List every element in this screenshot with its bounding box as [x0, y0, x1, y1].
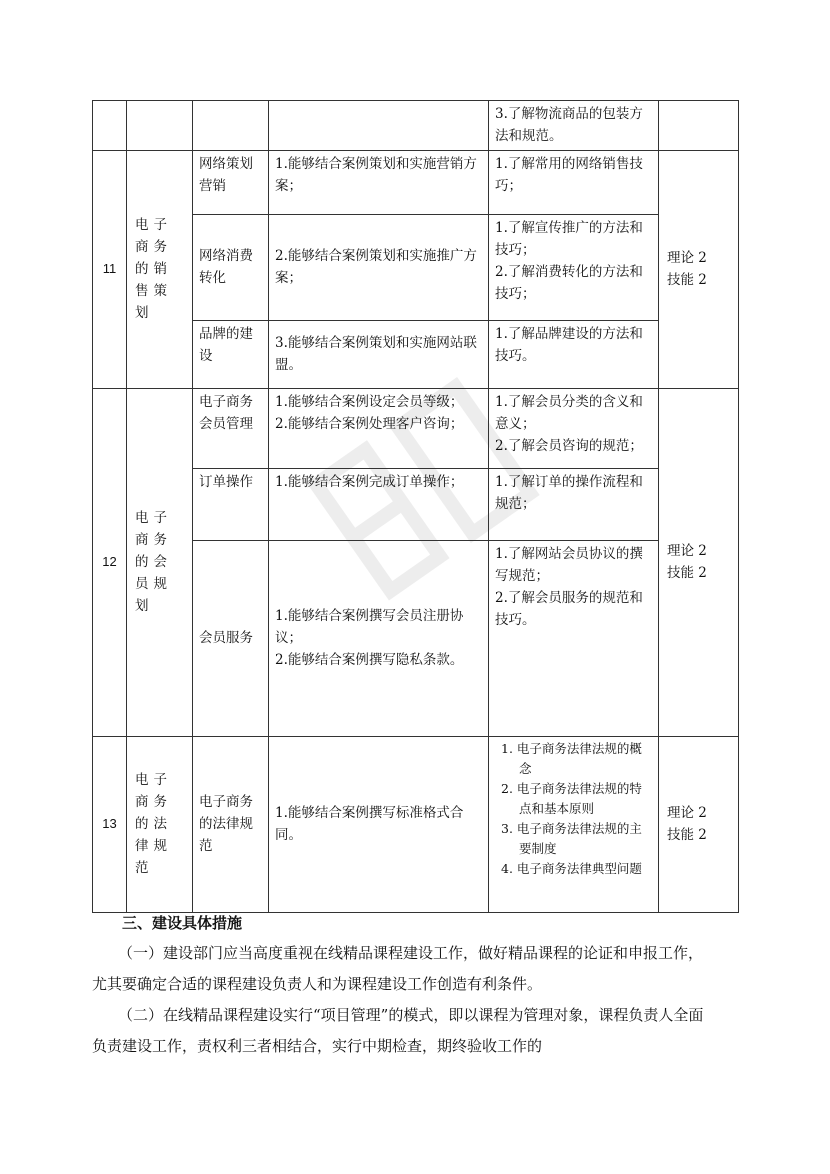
knowledge-cell	[489, 151, 659, 215]
skill-item: 1.能够结合案例设定会员等级；	[275, 394, 464, 410]
skills-cell	[269, 151, 489, 215]
knowledge-item: 1.了解宣传推广的方法和技巧；	[495, 220, 643, 258]
hours-skill: 技能 2	[667, 565, 707, 581]
knowledge-item: 1. 电子商务法律法规的概念	[501, 741, 642, 776]
skill-item: 2.能够结合案例处理客户咨询；	[275, 416, 464, 432]
skill-item: 3.能够结合案例策划和实施网站联盟。	[275, 335, 477, 373]
table-row	[93, 737, 739, 913]
knowledge-item: 2.了解会员咨询的规范；	[495, 438, 643, 454]
unit-name: 网络策划营销	[193, 151, 269, 215]
table-cell	[127, 101, 193, 151]
unit-name: 电子商务会员管理	[193, 389, 269, 469]
paragraph: （二）在线精品课程建设实行“项目管理”的模式，即以课程为管理对象，课程负责人全面负责建设工作，责权利三者相结合，实行中期检查，期终验收工作的	[92, 1006, 704, 1055]
table-cell	[93, 101, 127, 151]
skills-cell	[269, 541, 489, 737]
knowledge-cell	[489, 541, 659, 737]
knowledge-item: 1.了解品牌建设的方法和技巧。	[495, 326, 643, 364]
unit-name: 会员服务	[193, 541, 269, 737]
hours-theory: 理论 2	[667, 250, 707, 266]
hours-skill: 技能 2	[667, 272, 707, 288]
skill-item: 1.能够结合案例策划和实施营销方案；	[275, 156, 477, 194]
paragraph: （一）建设部门应当高度重视在线精品课程建设工作，做好精品课程的论证和申报工作，尤其要确定合适的课程建设负责人和为课程建设工作创造有利条件。	[92, 944, 704, 993]
knowledge-item: 2.了解消费转化的方法和技巧；	[495, 264, 643, 302]
knowledge-item: 2.了解会员服务的规范和技巧。	[495, 590, 643, 628]
skill-item: 1.能够结合案例完成订单操作；	[275, 474, 464, 490]
unit-name: 网络消费转化	[193, 215, 269, 321]
knowledge-item: 4. 电子商务法律典型问题	[501, 861, 642, 876]
skills-cell	[269, 737, 489, 913]
hours-theory: 理论 2	[667, 805, 707, 821]
hours-skill: 技能 2	[667, 827, 707, 843]
knowledge-item: 1.了解网站会员协议的撰写规范；	[495, 546, 643, 584]
skills-cell	[269, 469, 489, 541]
knowledge-cell	[489, 737, 659, 913]
skills-cell	[269, 215, 489, 321]
knowledge-cell	[489, 321, 659, 389]
hours-cell	[659, 151, 739, 389]
hours-cell	[659, 389, 739, 737]
hours-theory: 理论 2	[667, 543, 707, 559]
skill-item: 1.能够结合案例撰写会员注册协议；	[275, 608, 464, 646]
knowledge-cell	[489, 469, 659, 541]
knowledge-item: 1.了解订单的操作流程和规范；	[495, 474, 643, 512]
knowledge-item: 3.了解物流商品的包装方法和规范。	[495, 106, 643, 144]
module-name: 电子商务的法律规范	[127, 737, 193, 913]
unit-name: 品牌的建设	[193, 321, 269, 389]
skill-item: 2.能够结合案例策划和实施推广方案；	[275, 248, 477, 286]
course-content-table	[92, 100, 739, 913]
row-number: 12	[93, 389, 127, 737]
module-name: 电子商务的销售策划	[127, 151, 193, 389]
table-cell	[193, 101, 269, 151]
row-number: 11	[93, 151, 127, 389]
skill-item: 2.能够结合案例撰写隐私条款。	[275, 652, 464, 668]
section-heading: 三、建设具体措施	[122, 914, 243, 932]
skills-cell	[269, 321, 489, 389]
knowledge-item: 1.了解会员分类的含义和意义；	[495, 394, 643, 432]
table-row	[93, 101, 739, 151]
row-number: 13	[93, 737, 127, 913]
table-row	[93, 151, 739, 215]
table-cell	[659, 101, 739, 151]
knowledge-item: 3. 电子商务法律法规的主要制度	[501, 821, 642, 856]
table-cell	[269, 101, 489, 151]
module-name: 电子商务的会员规划	[127, 389, 193, 737]
knowledge-cell	[489, 389, 659, 469]
skill-item: 1.能够结合案例撰写标准格式合同。	[275, 805, 464, 843]
knowledge-item: 1.了解常用的网络销售技巧；	[495, 156, 643, 194]
skills-cell	[269, 389, 489, 469]
table-row	[93, 389, 739, 469]
hours-cell	[659, 737, 739, 913]
knowledge-cell	[489, 215, 659, 321]
unit-name: 电子商务的法律规范	[193, 737, 269, 913]
unit-name: 订单操作	[193, 469, 269, 541]
knowledge-cell	[489, 101, 659, 151]
knowledge-item: 2. 电子商务法律法规的特点和基本原则	[501, 781, 642, 816]
